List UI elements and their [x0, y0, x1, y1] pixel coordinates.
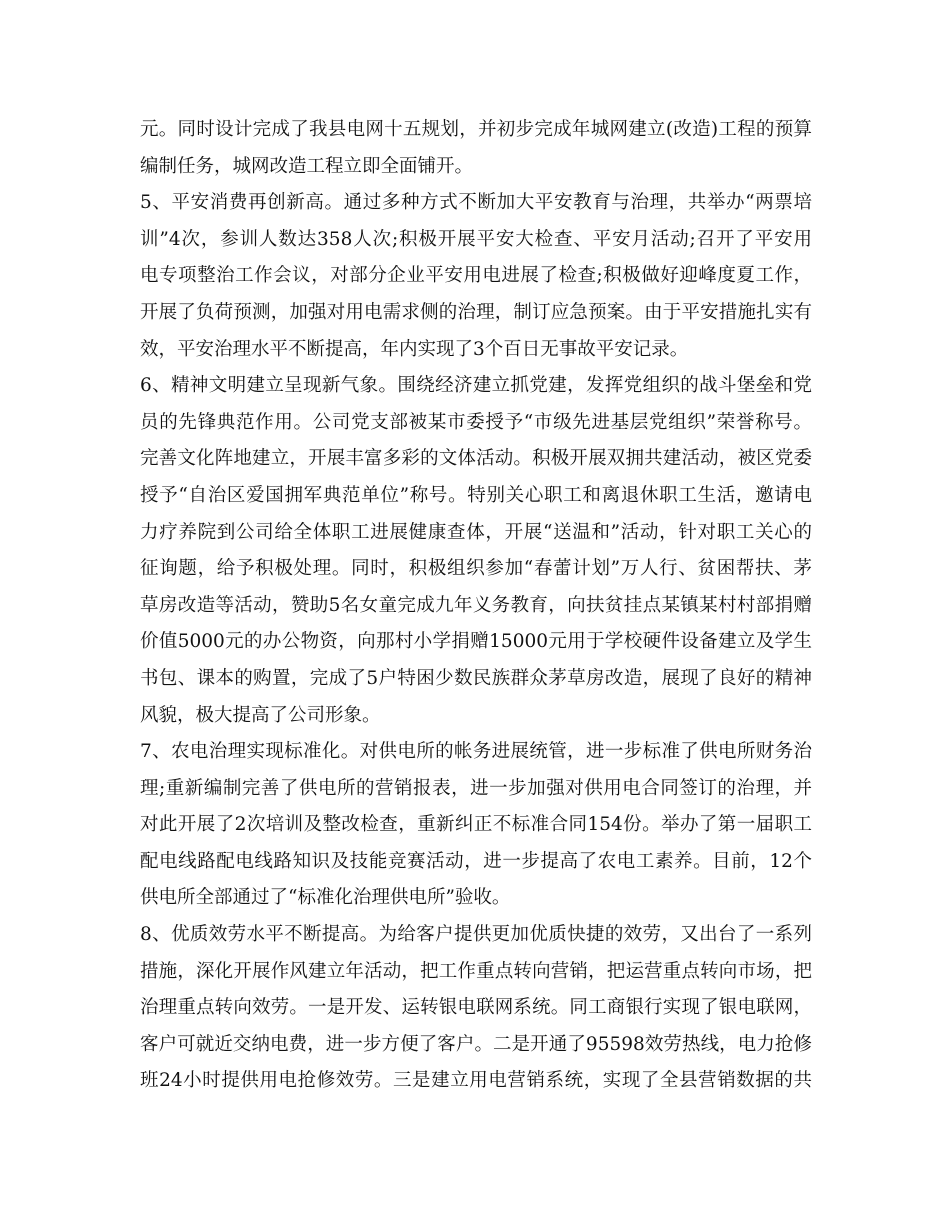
text-line: 编制任务，城网改造工程立即全面铺开。 — [140, 155, 474, 177]
text-line: 理;重新编制完善了供电所的营销报表，进一步加强对供用电合同签订的治理，并 — [140, 777, 812, 799]
text-line: 员的先锋典范作用。公司党支部被某市委授予“市级先进基层党组织”荣誉称号。 — [140, 411, 812, 433]
text-line: 电专项整治工作会议，对部分企业平安用电进展了检查;积极做好迎峰度夏工作， — [140, 265, 812, 287]
text-line: 力疗养院到公司给全体职工进展健康查体，开展“送温和”活动，针对职工关心的 — [140, 521, 812, 543]
text-line: 授予“自治区爱国拥军典范单位”称号。特别关心职工和离退休职工生活，邀请电 — [140, 484, 812, 506]
text-line: 训”4次，参训人数达358人次;积极开展平安大检查、平安月活动;召开了平安用 — [140, 228, 812, 250]
text-line: 客户可就近交纳电费，进一步方便了客户。二是开通了95598效劳热线，电力抢修 — [140, 1033, 812, 1055]
text-line: 开展了负荷预测，加强对用电需求侧的治理，制订应急预案。由于平安措施扎实有 — [140, 301, 812, 323]
document-page — [140, 112, 812, 1100]
text-line: 风貌，极大提高了公司形象。 — [140, 704, 381, 726]
text-line: 配电线路配电线路知识及技能竞赛活动，进一步提高了农电工素养。目前，12个 — [140, 850, 812, 872]
text-line: 8、优质效劳水平不断提高。为给客户提供更加优质快捷的效劳，又出台了一系列 — [140, 924, 812, 946]
text-line: 7、农电治理实现标准化。对供电所的帐务进展统管，进一步标准了供电所财务治 — [140, 741, 812, 763]
text-line: 对此开展了2次培训及整改检查，重新纠正不标准合同154份。举办了第一届职工 — [140, 814, 812, 836]
text-line: 征询题，给予积极处理。同时，积极组织参加“春蕾计划”万人行、贫困帮扶、茅 — [140, 558, 812, 580]
text-line: 措施，深化开展作风建立年活动，把工作重点转向营销，把运营重点转向市场，把 — [140, 960, 812, 982]
text-line: 元。同时设计完成了我县电网十五规划，并初步完成年城网建立(改造)工程的预算 — [140, 119, 812, 140]
text-line: 治理重点转向效劳。一是开发、运转银电联网系统。同工商银行实现了银电联网， — [140, 997, 812, 1019]
text-line: 班24小时提供用电抢修效劳。三是建立用电营销系统，实现了全县营销数据的共 — [140, 1070, 812, 1092]
text-line: 供电所全部通过了“标准化治理供电所”验收。 — [140, 887, 511, 909]
text-line: 5、平安消费再创新高。通过多种方式不断加大平安教育与治理，共举办“两票培 — [140, 192, 812, 214]
text-line: 书包、课本的购置，完成了5户特困少数民族群众茅草房改造，展现了良好的精神 — [140, 667, 812, 689]
text-line: 价值5000元的办公物资，向那村小学捐赠15000元用于学校硬件设备建立及学生 — [140, 631, 812, 653]
text-line: 6、精神文明建立呈现新气象。围绕经济建立抓党建，发挥党组织的战斗堡垒和党 — [140, 375, 812, 397]
text-line: 完善文化阵地建立，开展丰富多彩的文体活动。积极开展双拥共建活动，被区党委 — [140, 448, 812, 470]
text-line: 草房改造等活动，赞助5名女童完成九年义务教育，向扶贫挂点某镇某村村部捐赠 — [140, 594, 812, 616]
text-line: 效，平安治理水平不断提高，年内实现了3个百日无事故平安记录。 — [140, 338, 689, 360]
